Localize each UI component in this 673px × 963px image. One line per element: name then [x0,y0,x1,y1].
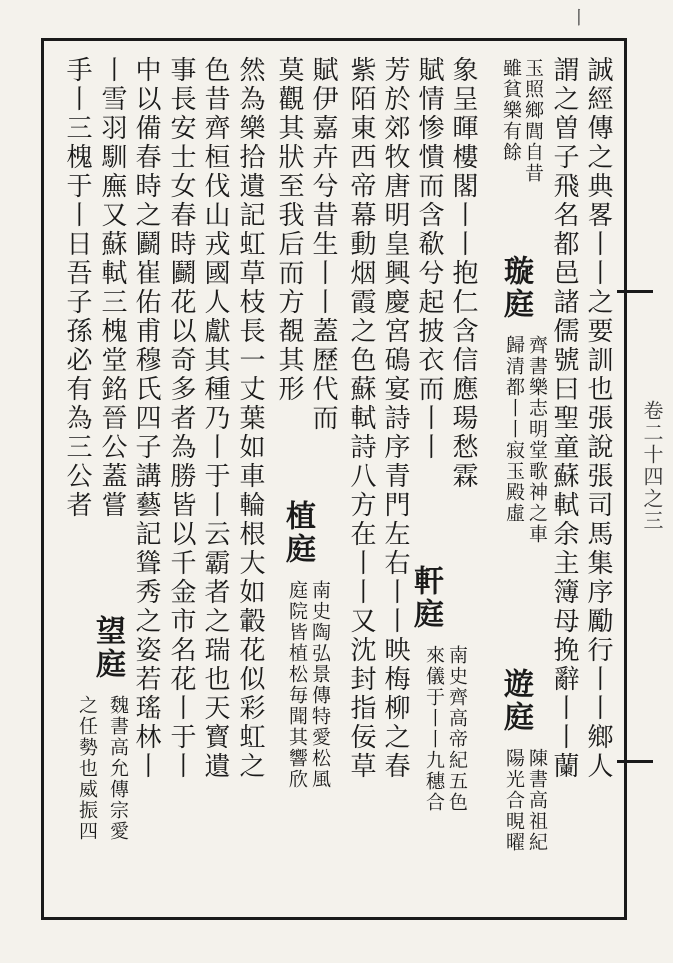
zhi-ting-note-b: 庭院皆植松毎聞其響欣 [286,580,308,790]
wang-ting-note-a: 魏書高允傳宗愛 [107,695,129,842]
xuan-ting2-note-b: 來儀于丨丨九穗合 [423,645,445,813]
heading-xuan-ting: 璇庭 [498,255,533,321]
text-column-4: 雖貧樂有餘 [500,58,522,163]
text-column-10: 莫觀其狀至我后而方覩其形 [274,56,304,404]
heading-you-ting: 遊庭 [498,668,533,734]
text-column-7: 芳於郊牧唐明皇興慶宮䲽宴詩序青門左右丨丨映梅柳之春 [380,56,410,781]
xuan-ting-note-b: 歸清都丨丨寂玉殿虛 [503,335,525,524]
you-ting-note-a: 陳書高祖紀 [526,748,548,853]
text-column-1: 誠經傳之典畧丨丨之要訓也張說張司馬集序勵行丨丨鄉人 [583,56,613,781]
text-column-5: 象呈暉樓閣丨丨抱仁含信應瑒愁霖 [448,56,478,491]
text-column-13: 事長安士女春時鬬花以奇多者為勝皆以千金市名花丨于丨 [166,56,196,781]
text-column-8: 紫陌東西帝幕動烟霞之色蘇軾詩八方在丨丨又沈封指佞草 [346,56,376,781]
text-column-6: 賦情惨憒而含欷兮起披衣而丨丨 [414,56,444,462]
text-column-11: 然為樂拾遺記虹草枝長一丈葉如車輪根大如轂花似彩虹之 [235,56,265,781]
heading-zhi-ting: 植庭 [280,500,315,566]
text-column-2: 謂之曽子飛名都邑諸儒號曰聖童蘇軾余主簿母挽辭丨丨蘭 [549,56,579,781]
text-column-12: 色昔齊桓伐山戎國人獻其種乃丨于丨云霸者之瑞也天寳遺 [200,56,230,781]
text-column-3: 玉照鄉閭自昔 [522,58,544,184]
text-column-15: 丨雪羽馴廡又蘇軾三槐堂銘晉公蓋嘗 [97,56,127,520]
wang-ting-note-b: 之任勢也威振四 [76,695,98,842]
zhi-ting-note-a: 南史陶弘景傳特愛松風 [309,580,331,790]
xuan-ting-note-a: 齊書樂志明堂歌神之車 [526,335,548,545]
heading-wang-ting: 望庭 [90,615,125,681]
you-ting-note-b: 陽光合晛曜 [503,748,525,853]
volume-label: 卷二十四之三 [640,400,664,532]
fold-mark-bottom [617,760,653,763]
xuan-ting2-note-a: 南史齊高帝紀五色 [446,645,468,813]
text-column-9: 賦伊嘉卉兮昔生丨丨蓋歷代而 [308,56,338,433]
text-column-16: 手丨三槐于丨日吾子孫必有為三公者 [62,56,92,520]
text-column-14: 中以備春時之鬬崔佑甫穆氏四子講藝記聳秀之姿若瑤林丨 [131,56,161,781]
top-margin-mark: 丨 [570,8,588,29]
fold-mark-top [617,290,653,329]
heading-xuan-ting2: 軒庭 [408,565,443,631]
